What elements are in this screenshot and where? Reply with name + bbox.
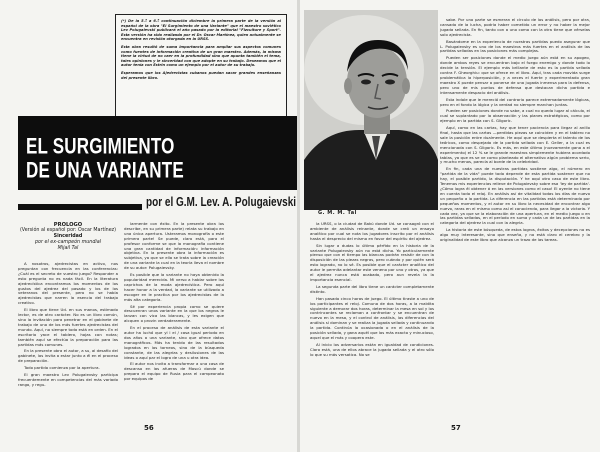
paragraph: La segunda parte del libro tiene un carácter completamente distinto. — [310, 283, 434, 294]
prologo-subtitle: Sinceridad — [53, 234, 83, 239]
paragraph: A nosotros, ajedrecistas en activo, nos preguntan con frecuencia en las conferencias: ¿Cuál es el secreto de vuestro juego? Responder a esto pregunta no es nada fácil. En la literatura ajedrecística encontramos los momentos de los gustos del ajedrez del pasado y los de los veteranos del presente, pero no se habla ajedrecistas que narren la esencia del trabajo creativo. — [18, 261, 118, 306]
left-column-1 — [18, 262, 118, 390]
page-number-left: 56 — [144, 424, 154, 432]
prologo-author: Mijail Tal — [57, 246, 79, 251]
prologo-by: por el ex-campeón mundial — [35, 240, 101, 245]
paragraph: Han pasado cinco horas de juego. El último tiraste a uno de los participantes el reloj. Comuna de dos horas, a la maldita siguiente a demorar dos horas, determinar la mesa en sol y los contrincantes se reclaman a confrontar y se encuentran de nuevo en la mesa, y el control de análisis, las diferencias del análisis sí dominan y se realiza la jugada sellada y continuando la partida. Continúa la ocasionada o en el análisis de la posición sellada, y gana aquél que los más exacto y minucioso, aquel que el más y coopera este. — [310, 295, 434, 340]
right-column-1 — [310, 222, 434, 360]
prologo-heading: PROLOGO — [53, 222, 83, 228]
note-paragraph: Esta obra resultó de suma importancia para ampliar sus aspectos comunes como fuentes de información creativa de un gran maestro. Además, la misma tiene la virtud de no caer en la profundidad sino que apunta también el tema, tales opiniones y le sinceridad con que adopte en su trabajo. Deseamos que el autor tenía con Estrin como un ejemplo por el autor de su trabajo. — [121, 44, 281, 68]
paragraph: Basándome en la experiencia de nuestras partidas puedo asegurar que L. Polugaievsky es uno de los maestros más fuertes en el análisis de las partidas selladas en las posiciones más complejas. — [440, 38, 590, 54]
paragraph: larmente con éxito. En la presente obra los describe, en su primera parte) relata su trabajo en una única apertura. Usteramos monografía o este primera parte! Se puede, claro está, para el profesor conforme se que la monografía contiene una gran cantidad de información: información objetiva. En la presente obra la información es subjetiva, ya que se ella se trata sobre la creación de una variante la cual en la teoría lleva el nombre de su autor: Polugaievsky. — [124, 221, 224, 271]
paragraph: Al inicio los adversarios están en igualdad de condiciones. Claro está, una de ellos abrace la jugada sellada y el otro sólo lo que su más versatica. No se — [310, 341, 434, 357]
paragraph: Sé por experiencia propia como se quiere descuenran unos variante en la que los negros le lanzan con vica las blancas, y les exigen que alcquen o provin verdaderamente. — [124, 303, 224, 324]
paragraph: Aquí, como en las cartas, hay que tener paciencia para llegar al anillo final, hasta que las cartas —perdidas piezas se coinciden y en el tablero no sale la posición entre dualmente. He aquí que se despierta el talento de los teóricos, como despejado de la partida sellada con E. Geller, a la cual es mencionada con S. Gligoric. Es más, en este último (nuevamente gana a el experimento) el 12 % se le grande maestros simplemente hubiera acordado tablas, ya que es se ve como planteado el alternativo algún problema serio, y mucho menos, parecía al borde de la celebridad. — [440, 125, 590, 165]
paragraph: El autor nos invita a transformar a una casa de descanso en las afueras de Moscú donde se prepara el equipo de Rusia para el campeonato por equipos de — [124, 361, 224, 382]
article-title-line-2: DE UNA VARIANTE — [26, 158, 184, 183]
paragraph: Es posible que la variante no haya obtenido la popularidad merecida. Mi verso a hablar sobre los caprichos de la moda ajedrecística. Pero aquí hacer honor a la verdad, la variante se utilizado a escoger en le practica por los ajedrecistas de la más alta categoría. — [124, 272, 224, 302]
paragraph: Pueden ser posiciones donde no sabe, a cual no queda lugar al cálculo, el cual se suplantado por la observación y las planes estratégicos, como por ejemplo en la partida con S. Gligoric. — [440, 108, 590, 124]
byline-rule — [18, 204, 142, 210]
right-column-2 — [440, 18, 590, 245]
paragraph: Esta índole que le mereció del contrario parece extremadamente lógicas, pero en el fondo la lógica y la verdad no siempre marchan juntas. — [440, 96, 590, 107]
paragraph: El gran maestro Lev Polugaievsky participa frecuentemente en competencias del más variado rango, y regu- — [18, 372, 118, 387]
left-page — [0, 0, 298, 452]
article-title-line-1: EL SURGIMIENTO — [26, 134, 175, 159]
translation-credit: (Versión al español por: Oscar Martínez) — [19, 228, 117, 233]
left-column-2 — [124, 222, 224, 384]
paragraph: sabe. Por uno parte se esmeran el círculo de los análisis, pero por otra, cansado de la lucha, podría haber cometido un error y no haber la mejor jugada sellada. En fin, tanto con a uno como con la otra tiene que vérselas solo ajedrecista. — [440, 17, 590, 37]
note-paragraph: Esperamos que los Ajedrecistas cubanos puedan sacar grandes enseñanzas del presente libro. — [121, 70, 281, 80]
note-paragraph: (*) De la 5.ª a 6.ª continuación diciembre la primera parte de la versión al español de la obra "El Surgimiento de una Variante" que el maestro soviético Lev Polugaievski publicará el año pasado por la editorial "Fizculture y Sport". Esta versión ha sido realizada por el Dr. Oscar Martínez, quien actualmente se encuentra en revisión otorgada en la URSS. — [121, 19, 281, 42]
photo-caption: G. M. M. Tal — [318, 210, 357, 216]
paragraph: En fin, cada una de nuestras partidas sostiene algo, el número en "partida de la vida" puede todo depende de esta partida sostener que no hay, el posible partido, la disputación. Y he aquí otro caso de este libro. Tenemos mis experiencias relieve de Polugaievsky sobre esa 'ley de partida'. ¿Cómo logra él obtener á en las versiones como el caso! El oyente no tiene en cuenta todo el reloj. En análisis así de vitalidad todas los días de nuevo un pequeño a la partida. La diferencia en las partidas está determinado por pequeños momentos, y el autor en su libro la necesidad de encontrar algo nuevo, raras en el mismo como así el conociendo, para llegar a la victoria. Y cada vez, ya que se la elaboración de una apertura, en el medio juego o en las partidas selladas, en el período en suma y cada un de las partidas en la categoría del ajedrez la cual con la alegria. — [440, 166, 590, 226]
paragraph: En el proceso de análisis de esta variante el autor ha luchó que yl l el / casa igual periodo en dos años a una variante, sino que ofrece datos manográficos. Más ha tenido de las resultados logrados en los torneos, sino de la búsqueda constante, de las alegrías y desilusiones de las ideas o aquí par el logro de una u otra idea. — [124, 325, 224, 360]
paragraph: Sin lugar a dudas lo último pérfido en la historia de la variante Polugaievsky aún no está dicho. Yo particularmente pienso que con el tiempo las blancas podrán resistir de con la disposición de las piezas negras, pero cuándo y por quién será esto logrado, no lo sé. Es posible que el carácter analítico del autor le permita adelantar este veneno por uno y otros, ya que el ajedrez nunca está acabado, pero aun revela la la importancia esencial. — [310, 242, 434, 282]
page-number-right: 57 — [451, 424, 461, 432]
portrait-photo — [304, 10, 438, 210]
paragraph: Todo partido comienza por la apertura. — [24, 365, 100, 371]
author-byline: por el G.M. Lev. A. Polugaievski — [146, 196, 297, 210]
paragraph: El libro que tiene Ud. en sus manos, estimado lector, es de otro carácter. No es un libro común, sino la invitación para penetrar en el gabinete de trabajo de uno de los más fuertes ajedrecistas del mundo. Aquí, no siempre todo está en orden. En el escritorio yace el tablero, hojas con notas; también aquí se efectúa la preparación para las partidas más comunes. — [18, 307, 118, 347]
paragraph: La historia de este búsqueda, de estos logros, éxitos y decepciones no es algo muy interesante, sino que enseña, y no está claro el cerebro y la originalidad de este libro que alcanza un trazo de las tareas. — [440, 227, 590, 243]
paragraph: Pueden ser posiciones donde el medio juego aún está en su apogeo, donde ambos reyes se encuentran bajo el fuego enemigo y donde todo lo decide la tensión. El ejemplo más brillante de esto es la partida sellada contra F. Gheorghiu: que se ofrece en el libro. Aquí, tras cada movida surge problemática la hiperposición, y a veces el fuerte y experimentado gran maestro X puede pensar a ponerse de una jugada inmensa para la defensa, pero uno de mis puntos de defensa que destacan dicha partida e intensamente despacio del análisis. — [440, 55, 590, 95]
prologo-header — [18, 222, 118, 252]
paragraph: En la presente obra el autor, a su, al desafío del gabinete, los invita a estar junto a él en el proceso de preparación. — [18, 348, 118, 364]
paragraph: la URSS, o la ciudad de Bakú donde Ud. se consagró con el ambiente de análisis reinante, donde se creó un ensayo analítico por cual se nota los jugadores inscrito por el análisis hasta el desprecio del mismo en favor del espíritu del ajedrez. — [310, 221, 434, 241]
